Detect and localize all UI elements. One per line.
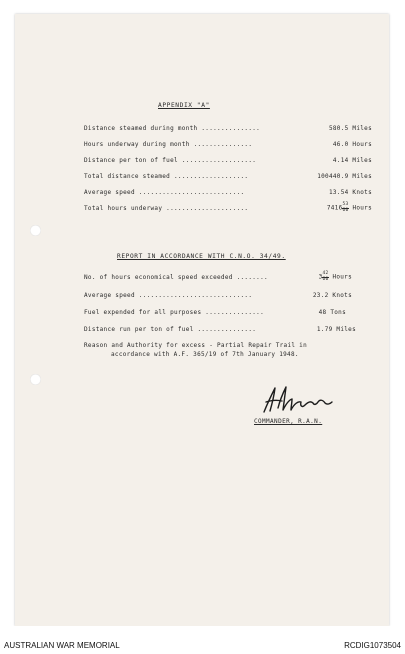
appendix-row — [84, 157, 372, 167]
row-value: 1.79 Miles — [316, 326, 356, 333]
row-label: Distance per ton of fuel — [84, 157, 178, 164]
row-label: Average speed — [84, 189, 135, 196]
leader-dots: ........................... — [138, 189, 245, 196]
report-row — [84, 309, 372, 319]
row-value: 48 Tons — [318, 309, 346, 316]
leader-dots: ............... — [193, 141, 253, 148]
leader-dots: ............................. — [138, 292, 253, 299]
row-value: 3 $\frac{42}{60}$ Hours — [318, 271, 352, 282]
report-row — [84, 326, 372, 336]
report-row — [84, 292, 372, 302]
report-title: REPORT IN ACCORDANCE WITH C.N.O. 34/49. — [117, 253, 286, 260]
row-label: Average speed — [84, 292, 135, 299]
row-label: Distance run per ton of fuel — [84, 326, 194, 333]
reason-note-line: Reason and Authority for excess - Partial Repair Trail in — [84, 342, 308, 349]
appendix-row — [84, 141, 372, 151]
appendix-row — [84, 173, 372, 183]
row-label: Fuel expended for all purposes — [84, 309, 202, 316]
punch-hole — [30, 225, 41, 236]
leader-dots: ........ — [236, 274, 268, 281]
archive-footer — [0, 626, 405, 654]
row-value: 13.54 Knots — [328, 189, 372, 196]
appendix-title: APPENDIX "A" — [158, 102, 210, 109]
row-value: 4.14 Miles — [332, 157, 372, 164]
row-label: No. of hours economical speed exceeded — [84, 274, 233, 281]
leader-dots: ................... — [174, 173, 249, 180]
row-value: 100440.9 Miles — [317, 173, 372, 180]
leader-dots: ................... — [181, 157, 257, 164]
fraction: $\frac{42}{60}$ — [322, 271, 329, 282]
reason-note-line: accordance with A.F. 365/19 of 7th January 1948. — [111, 351, 299, 358]
handwritten-signature — [258, 384, 336, 416]
appendix-row — [84, 125, 372, 135]
appendix-row — [84, 203, 372, 217]
row-label: Hours underway during month — [84, 141, 190, 148]
signature-title: COMMANDER, R.A.N. — [254, 418, 323, 425]
row-label: Total hours underway — [84, 205, 163, 212]
row-label: Distance steamed during month — [84, 125, 198, 132]
leader-dots: ............... — [201, 125, 261, 132]
report-row — [84, 272, 372, 286]
row-value: 7416 $\frac{53}{60}$ Hours — [326, 202, 372, 213]
appendix-row — [84, 189, 372, 199]
footer-record-id: RCDIG1073504 — [344, 641, 401, 650]
leader-dots: ..................... — [166, 205, 249, 212]
footer-institution: AUSTRALIAN WAR MEMORIAL — [4, 641, 120, 650]
leader-dots: ............... — [205, 309, 264, 316]
punch-hole — [30, 374, 41, 385]
fraction: $\frac{53}{60}$ — [342, 202, 349, 213]
row-value: 23.2 Knots — [312, 292, 352, 299]
row-value: 46.0 Hours — [332, 141, 372, 148]
row-value: 580.5 Miles — [328, 125, 372, 132]
leader-dots: ............... — [197, 326, 257, 333]
row-label: Total distance steamed — [84, 173, 171, 180]
